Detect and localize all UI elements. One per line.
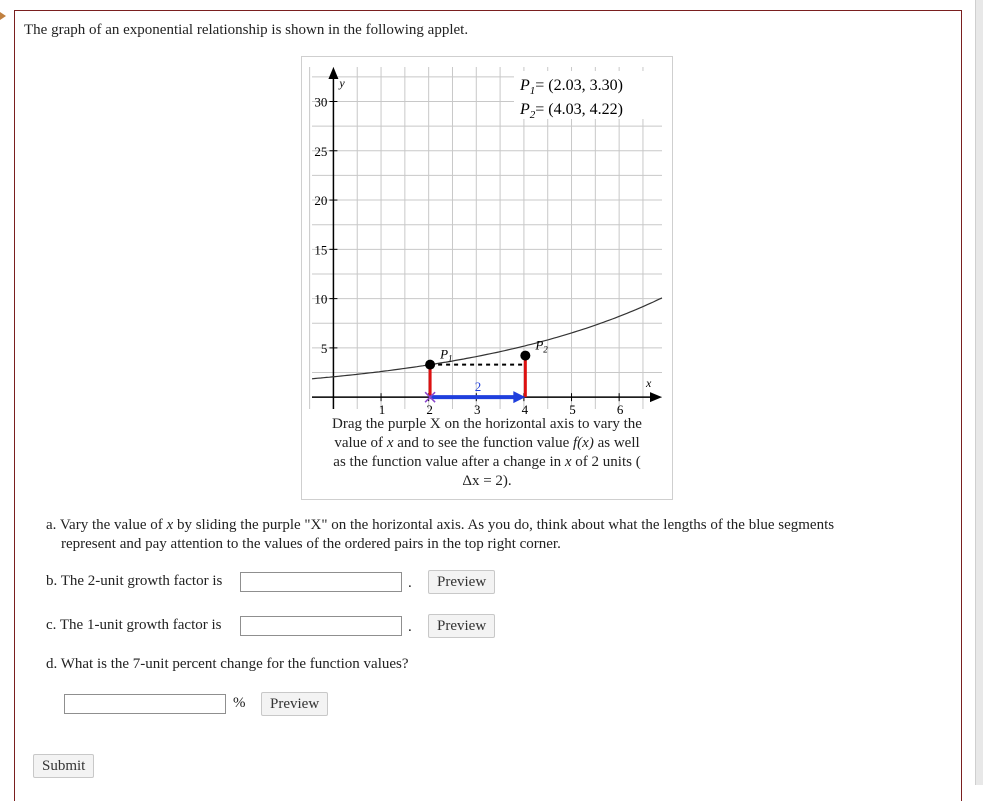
scrollbar[interactable] [975, 0, 983, 785]
question-a-text: a. Vary the value of [46, 517, 167, 533]
y-axis-label: y [339, 76, 345, 90]
caption-line-1: Drag the purple X on the horizontal axis to vary the [332, 416, 642, 432]
x-tick-label: 6 [616, 402, 624, 417]
question-c-label: c. The 1-unit growth factor is [46, 617, 222, 633]
graph-applet[interactable] [301, 56, 673, 500]
y-tick-label: 10 [314, 291, 328, 307]
caption-line-2 [310, 434, 664, 453]
x-tick-label: 3 [474, 402, 481, 417]
percent-change-7-unit-input[interactable] [64, 694, 226, 714]
caption-text: and to see the function value [393, 435, 574, 451]
exponential-graph[interactable] [302, 57, 672, 417]
p1-readout: $P_1= (2.03$, 3.30) [520, 77, 623, 97]
question-a [46, 516, 906, 554]
tick-labels [314, 94, 623, 417]
delta-x-label: 2 [474, 379, 482, 395]
applet-caption [310, 415, 664, 491]
p2-readout: $P_2= (4.03$, 4.22) [520, 101, 623, 121]
y-tick-label: 5 [320, 340, 328, 356]
percent-sign: % [233, 695, 246, 711]
y-tick-label: 30 [314, 94, 328, 110]
point-p1-label: $P_1$ [440, 346, 453, 364]
exponential-curve [312, 298, 662, 379]
question-a-line2: represent and pay attention to the values of the ordered pairs in the top right corner. [61, 536, 561, 552]
caption-var-x: x [386, 435, 394, 451]
caption-text: of 2 units ( [571, 454, 641, 470]
point-p1 [425, 360, 435, 370]
period: . [408, 575, 412, 591]
x-tick-label: 4 [521, 402, 529, 417]
caption-var-x: x [564, 454, 572, 470]
preview-button-b[interactable]: Preview [428, 570, 495, 594]
y-tick-label: 15 [314, 242, 328, 258]
preview-button-d[interactable]: Preview [261, 692, 328, 716]
caption-line-3 [310, 453, 664, 472]
caption-fx: f(x) [573, 435, 594, 451]
caption-text: as the function value after a change in [333, 454, 565, 470]
x-tick-label: 5 [569, 402, 576, 417]
caption-text: as well [593, 435, 640, 451]
preview-button-c[interactable]: Preview [428, 614, 495, 638]
corner-marker [0, 12, 6, 20]
intro-text: The graph of an exponential relationship is shown in the following applet. [24, 22, 469, 38]
caption-text: value of [334, 435, 387, 451]
question-d-label: d. What is the 7-unit percent change for the function values? [46, 656, 409, 672]
y-tick-label: 25 [314, 143, 328, 159]
point-p2 [520, 351, 530, 361]
y-axis-arrow [328, 67, 338, 79]
x-tick-label: 2 [426, 402, 433, 417]
x-tick-label: 1 [378, 402, 386, 417]
growth-factor-2-unit-input[interactable] [240, 572, 402, 592]
x-axis-label: x [646, 376, 652, 391]
question-a-text: by sliding the purple "X" on the horizontal axis. As you do, think about what the lengths of the blue segments [173, 517, 835, 533]
caption-line-4: Δx = 2). [462, 473, 512, 489]
question-b-label: b. The 2-unit growth factor is [46, 573, 223, 589]
question-a-var: x [166, 517, 174, 533]
x-axis-arrow [650, 392, 662, 402]
period: . [408, 619, 412, 635]
y-tick-label: 20 [314, 193, 328, 209]
point-p2-label: $P_2$ [535, 337, 548, 355]
growth-factor-1-unit-input[interactable] [240, 616, 402, 636]
submit-button[interactable]: Submit [33, 754, 94, 778]
